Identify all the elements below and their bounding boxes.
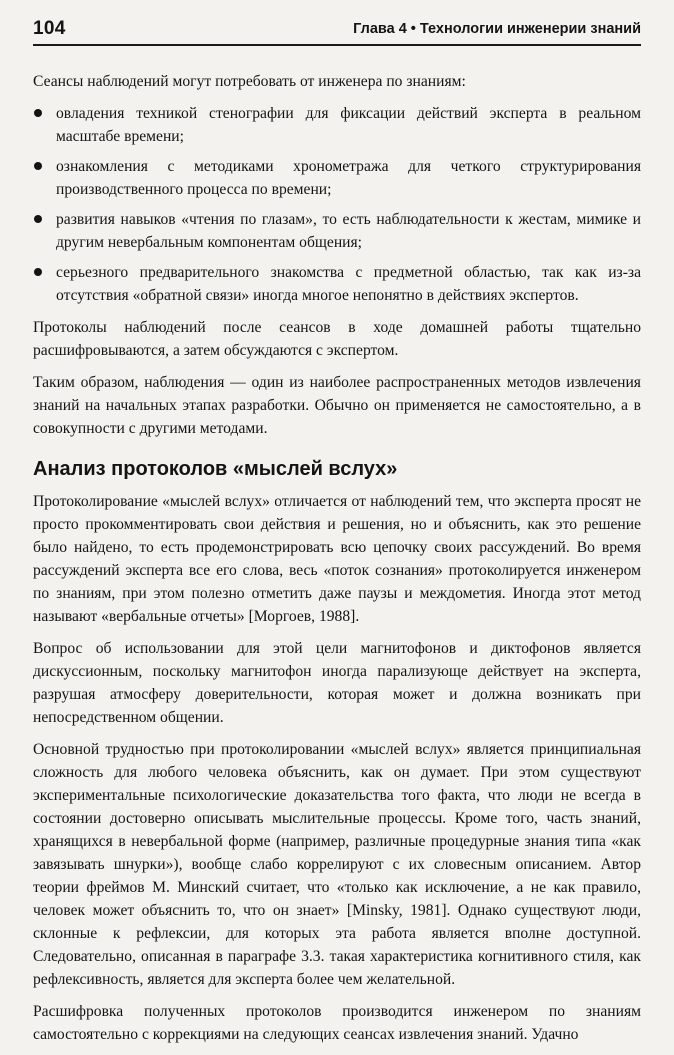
list-item-text: овладения техникой стенографии для фиксации действий эксперта в реальном масштабе времени; [56, 105, 641, 145]
bullet-icon [34, 162, 42, 170]
paragraph: Основной трудностью при протоколировании «мыслей вслух» является принципиальная сложность для любого человека объяснить, как он думает. При этом существуют экспериментальные психологические доказательства того факта, что люди не всегда в состоянии достоверно описывать мыслительные процессы. Кроме того, часть знаний, хранящихся в невербальной форме (например, различные процедурные знания типа «как завязывать шнурки»), вообще слабо коррелируют с их словесным описанием. Автор теории фреймов М. Минский считает, что «только как исключение, а не как правило, человек может объяснить то, что он знает» [Minsky, 1981]. Однако существуют люди, склонные к рефлексии, для которых эта работа является вполне доступной. Следовательно, описанная в параграфе 3.3. такая характеристика когнитивного стиля, как рефлексивность, является для эксперта более чем желательной. [33, 741, 641, 988]
bullet-icon [34, 268, 42, 276]
section-heading: Анализ протоколов «мыслей вслух» [33, 458, 398, 480]
bullet-icon [34, 109, 42, 117]
bullet-icon [34, 215, 42, 223]
paragraph: Таким образом, наблюдения — один из наиболее распространенных методов извлечения знаний на начальных этапах разработки. Обычно он применяется не самостоятельно, а в совокупности с другими методами. [33, 374, 641, 437]
intro-paragraph: Сеансы наблюдений могут потребовать от инженера по знаниям: [33, 73, 466, 90]
list-item [33, 261, 641, 307]
page-number: 104 [33, 18, 66, 39]
list-item-text: развития навыков «чтения по глазам», то есть наблюдательности к жестам, мимике и другим невербальным компонентам общения; [56, 211, 641, 251]
list-item [33, 102, 641, 148]
paragraph: Протоколирование «мыслей вслух» отличается от наблюдений тем, что эксперта просят не просто прокомментировать свои действия и решения, но и объяснить, как это решение было найдено, то есть продемонстрировать всю цепочку своих рассуждений. Во время рассуждений эксперта все его слова, весь «поток сознания» протоколируется инженером по знаниям, при этом полезно отметить даже паузы и междометия. Иногда этот метод называют «вербальные отчеты» [Моргоев, 1988]. [33, 493, 641, 625]
paragraph: Протоколы наблюдений после сеансов в ходе домашней работы тщательно расшифровываются, а затем обсуждаются с экспертом. [33, 319, 641, 359]
page-header [33, 18, 641, 46]
bullet-list [33, 102, 641, 307]
list-item [33, 208, 641, 254]
paragraph: Расшифровка полученных протоколов производится инженером по знаниям самостоятельно с коррекциями на следующих сеансах извлечения знаний. Удачно [33, 1003, 641, 1043]
running-head: Глава 4 • Технологии инженерии знаний [353, 21, 641, 37]
list-item [33, 155, 641, 201]
page-body [33, 70, 641, 1055]
paragraph: Вопрос об использовании для этой цели магнитофонов и диктофонов является дискуссионным, поскольку магнитофон иногда парализующе действует на эксперта, разрушая атмосферу доверительности, которая может и должна возникать при непосредственном общении. [33, 640, 641, 726]
list-item-text: ознакомления с методиками хронометража для четкого структурирования производственного процесса по времени; [56, 158, 641, 198]
list-item-text: серьезного предварительного знакомства с предметной областью, так как из-за отсутствия «обратной связи» иногда многое непонятно в действиях экспертов. [56, 264, 641, 304]
